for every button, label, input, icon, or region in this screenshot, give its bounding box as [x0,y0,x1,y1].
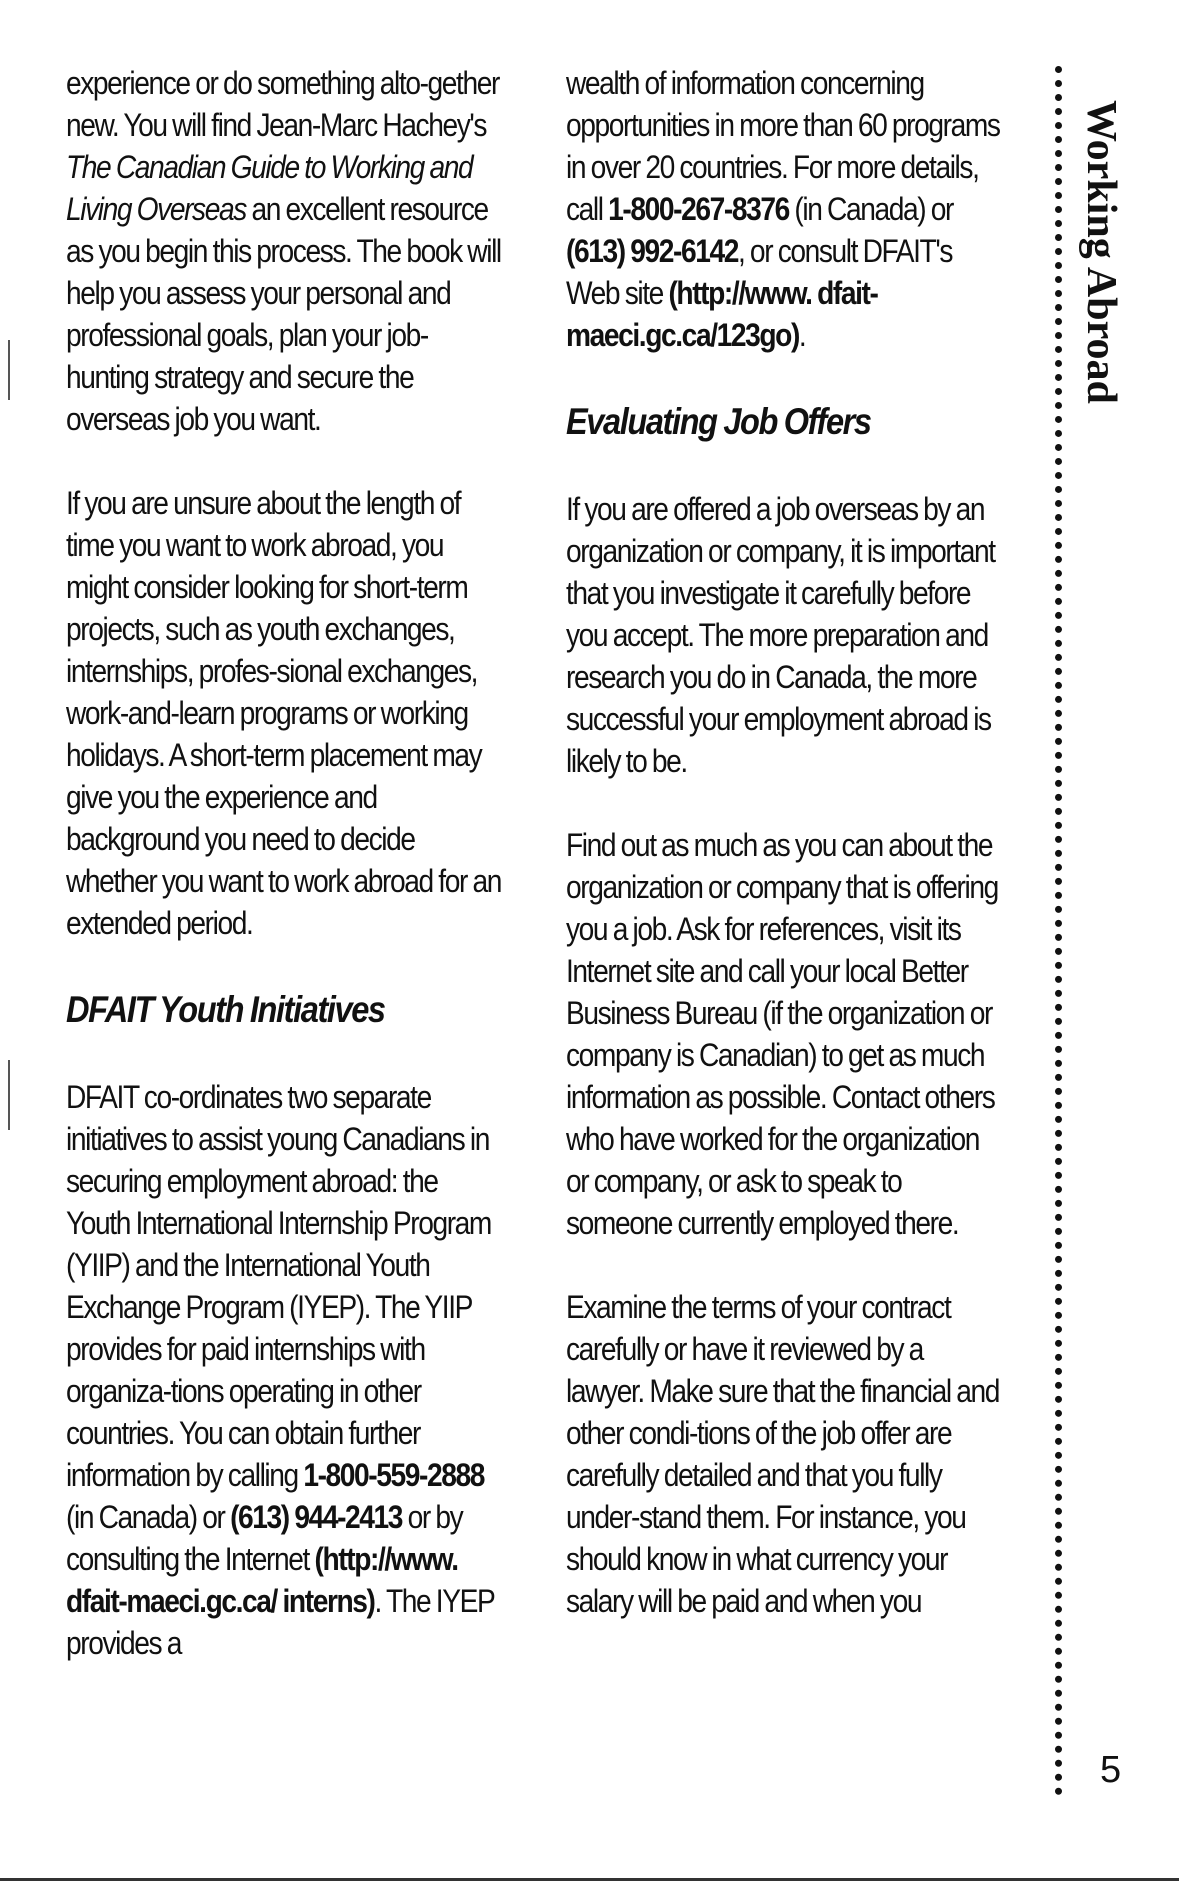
left-column [66,62,506,1706]
right-paragraph-4: Examine the terms of your contract carefully or have it reviewed by a lawyer. Make sure that the financial and other condi-tions of the job offer are carefully detailed and that you fully under-stand them. For instance, you should know in what currency your salary will be paid and when you [566,1289,1000,1619]
scan-margin-mark [8,1060,10,1130]
page-number: 5 [1100,1749,1122,1791]
right-paragraph-2: If you are offered a job overseas by an organization or company, it is important that you investigate it carefully before you accept. The more preparation and research you do in Canada, the more successful your employment abroad is likely to be. [566,491,995,779]
phone-number: (613) 992-6142 [566,233,738,269]
scan-bottom-edge [0,1878,1179,1881]
phone-number: 1-800-267-8376 [608,191,789,227]
scan-margin-mark [8,340,10,400]
running-section-label [1076,100,1126,480]
left-paragraph-3: DFAIT co-ordinates two separate initiatives to assist young Canadians in securing employment abroad: the Youth International Internship Program (YIIP) and the International Youth Exchange Program (IYEP). The YIIP provides for paid internships with organiza-tions operating in other countries. You can obtain further information by calling 1-800-559-2888 (in Canada) or (613) 944-2413 or by consulting the Internet (http://www. dfait-maeci.gc.ca/ interns). The IYEP provides a [66,1079,494,1661]
left-paragraph-1: experience or do something alto-gether new. You will find Jean-Marc Hachey's The Canadian Guide to Working and Living Overseas an excellent resource as you begin this process. The book will help you assess your personal and professional goals, plan your job-hunting strategy and secure the overseas job you want. [66,65,501,437]
section-heading-evaluating-job-offers: Evaluating Job Offers [566,401,871,442]
dotted-margin-rule [1055,66,1062,1796]
phone-number: (613) 944-2413 [230,1499,403,1535]
left-paragraph-2: If you are unsure about the length of time you want to work abroad, you might consider looking for short-term projects, such as youth exchanges, internships, profes-sional exchanges, work-and-learn programs or working holidays. A short-term placement may give you the experience and background you need to decide whether you want to work abroad for an extended period. [66,485,501,941]
web-address: (http://www. dfait-maeci.gc.ca/ interns) [66,1541,458,1619]
side-label-text: Working Abroad [1078,100,1124,404]
right-column [566,62,1006,1664]
book-title: The Canadian Guide to Working and Living Overseas [66,149,473,227]
web-address: (http://www. dfait-maeci.gc.ca/123go) [566,275,878,353]
right-paragraph-3: Find out as much as you can about the organization or company that is offering you a job. Ask for references, visit its Internet site and call your local Better Business Bureau (if the organization or company is Canadian) to get as much information as possible. Contact others who have worked for the organization or company, or ask to speak to someone currently employed there. [566,827,998,1241]
right-paragraph-1: wealth of information concerning opportunities in more than 60 programs in over 20 countries. For more details, call 1-800-267-8376 (in Canada) or (613) 992-6142, or consult DFAIT's Web site (http://www. dfait-maeci.gc.ca/123go). [566,65,1000,353]
section-heading-dfait-youth-initiatives: DFAIT Youth Initiatives [66,989,385,1030]
phone-number: 1-800-559-2888 [303,1457,485,1493]
